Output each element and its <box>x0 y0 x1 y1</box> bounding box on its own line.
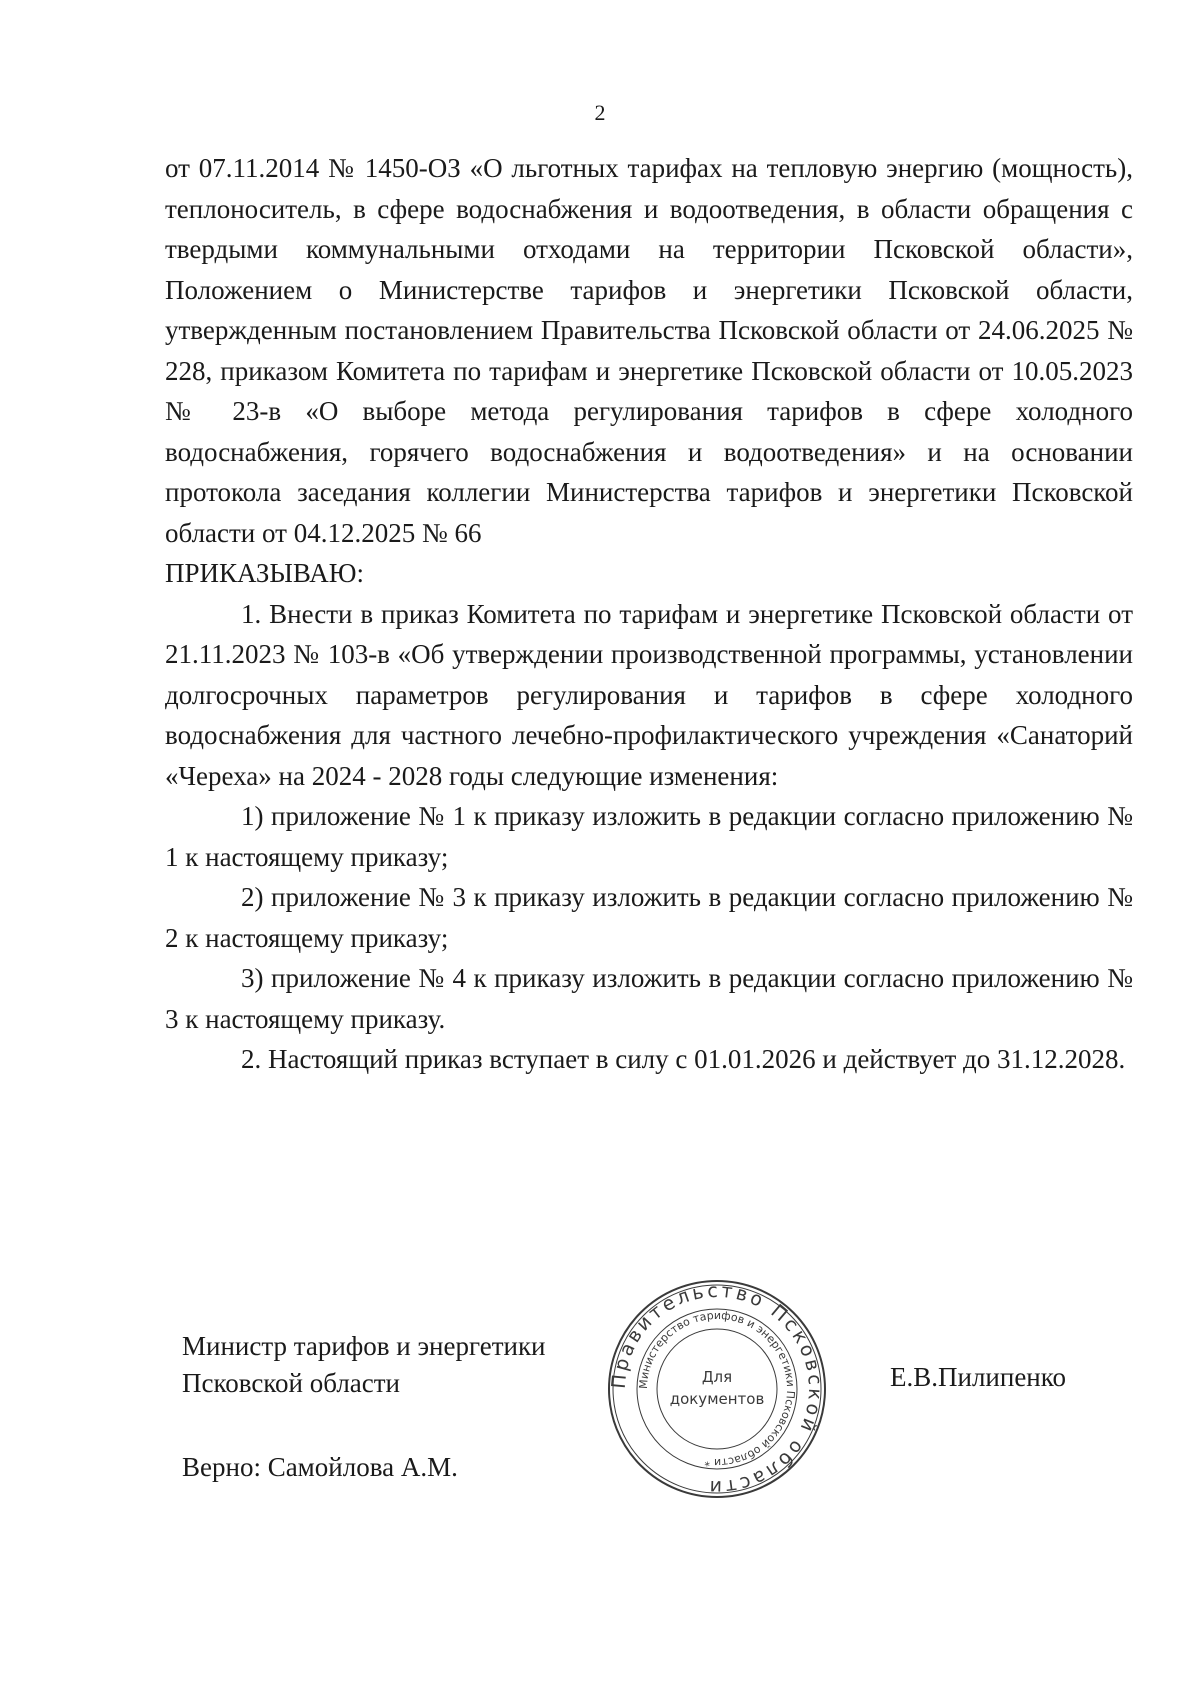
clause-1: 1. Внести в приказ Комитета по тарифам и энергетике Псковской области от 21.11.2023 № 103-в «Об утверждении производственной программы, установлении долгосрочных параметров регулирования и тарифов в сфере холодного водоснабжения для частного лечебно-профилактического учреждения «Санаторий «Череха» на 2024 - 2028 годы следующие изменения: <box>165 598 1133 791</box>
signer-title <box>182 1328 546 1402</box>
sub-item-3: 3) приложение № 4 к приказу изложить в редакции согласно приложению № 3 к настоящему приказу. <box>165 963 1133 1034</box>
signer-title-line-2: Псковской области <box>182 1368 401 1398</box>
signer-title-line-1: Министр тарифов и энергетики <box>182 1331 546 1361</box>
official-seal <box>606 1278 828 1500</box>
seal-center-line-2: документов <box>669 1390 765 1408</box>
clause-2: 2. Настоящий приказ вступает в силу с 01.01.2026 и действует до 31.12.2028. <box>241 1044 1126 1074</box>
preamble-paragraph: от 07.11.2014 № 1450-ОЗ «О льготных тарифах на тепловую энергию (мощность), теплоноситель, в сфере водоснабжения и водоотведения, в области обращения с твердыми коммунальными отходами на территории Псковской области», Положением о Министерстве тарифов и энергетики Псковской области, утвержденным постановлением Правительства Псковской области от 24.06.2025 № 228, приказом Комитета по тарифам и энергетике Псковской области от 10.05.2023 № 23-в «О выборе метода регулирования тарифов в сфере холодного водоснабжения, горячего водоснабжения и водоотведения» и на основании протокола заседания коллегии Министерства тарифов и энергетики Псковской области от 04.12.2025 № 66 <box>165 153 1133 548</box>
seal-outer-text: Правительство Псковской области <box>607 1279 827 1499</box>
verified-by: Верно: Самойлова А.М. <box>182 1452 458 1482</box>
seal-center-line-1: Для <box>701 1368 733 1386</box>
sub-item-2: 2) приложение № 3 к приказу изложить в редакции согласно приложению № 2 к настоящему приказу; <box>165 882 1133 953</box>
svg-text:Министерство тарифов и энергет <box>637 1309 797 1469</box>
page-number: 2 <box>594 100 606 125</box>
document-body <box>165 148 1133 1080</box>
seal-graphic <box>606 1278 828 1500</box>
sub-item-1: 1) приложение № 1 к приказу изложить в редакции согласно приложению № 1 к настоящему приказу; <box>165 801 1133 872</box>
order-word: ПРИКАЗЫВАЮ: <box>165 558 364 588</box>
seal-inner-text: Министерство тарифов и энергетики Псковской области * <box>636 1308 798 1470</box>
signer-name: Е.В.Пилипенко <box>890 1362 1067 1392</box>
